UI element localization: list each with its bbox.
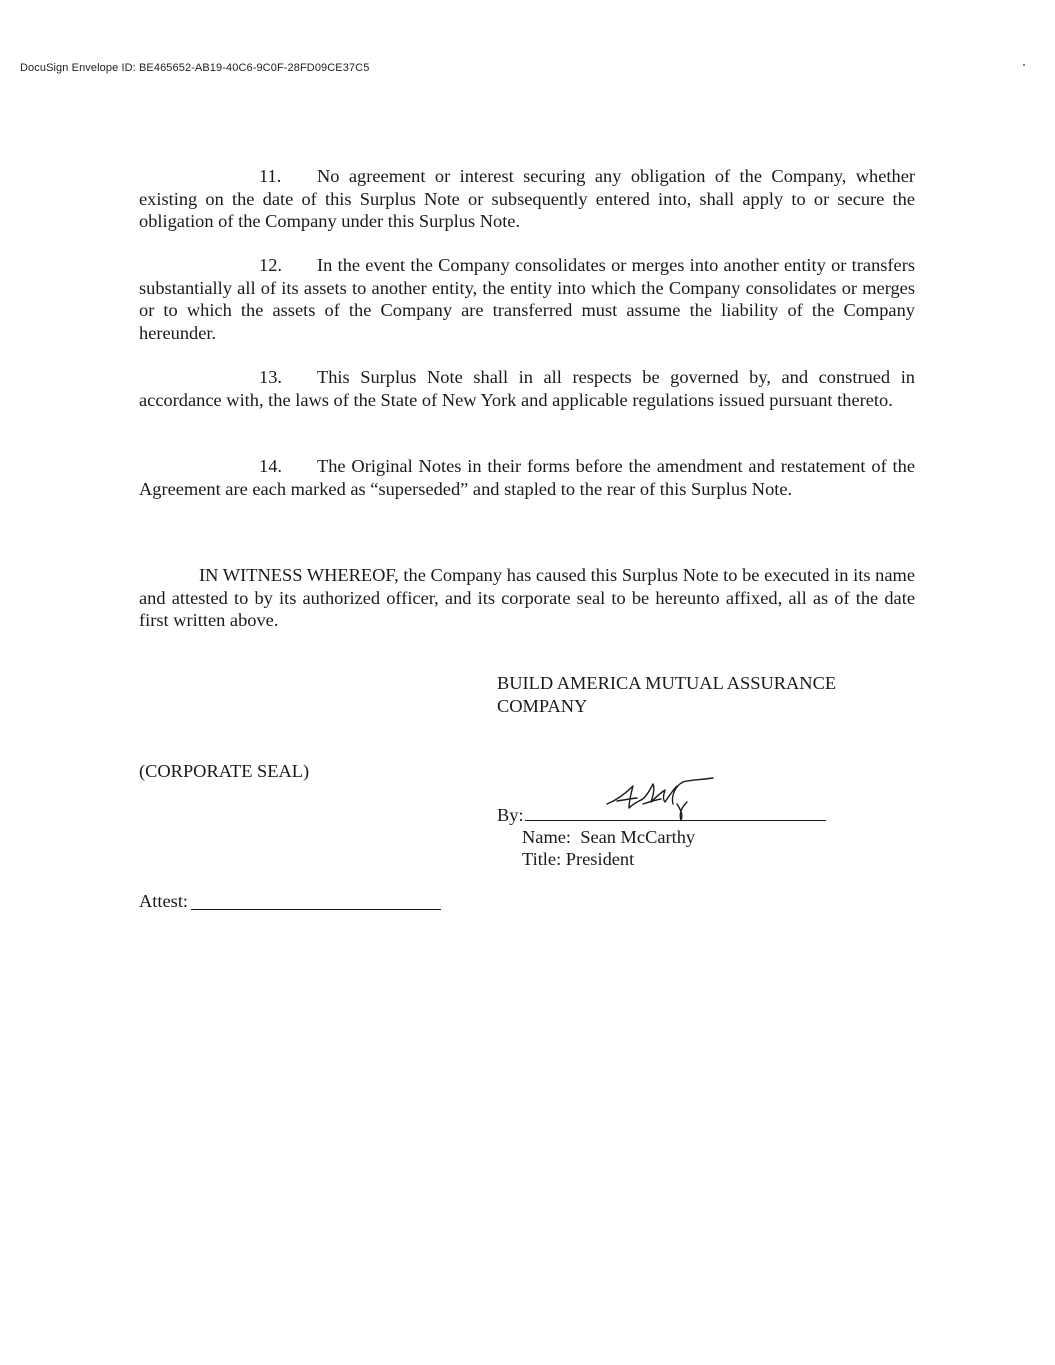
paragraph-12 (139, 254, 915, 344)
paragraph-text: No agreement or interest securing any obligation of the Company, whether existing on the date of this Surplus Note or subsequently entered into, shall apply to or secure the obligation of the Company under this Surplus Note. (139, 166, 915, 232)
company-name-line-2: COMPANY (497, 695, 588, 716)
paragraph-number: 11. (259, 166, 282, 186)
paragraph-number: 14. (259, 456, 282, 476)
company-name-line-1: BUILD AMERICA MUTUAL ASSURANCE (497, 673, 837, 693)
paragraph-number: 12. (259, 255, 282, 275)
paragraph-13 (139, 366, 915, 411)
signer-title: Title: President (522, 849, 635, 869)
attest-label: Attest: (139, 891, 189, 911)
signer-name: Name: Sean McCarthy (522, 827, 696, 847)
company-name (497, 672, 836, 717)
corner-mark (1023, 64, 1025, 66)
attest-signature-line (191, 909, 441, 910)
corporate-seal-label: (CORPORATE SEAL) (139, 761, 310, 781)
paragraph-14 (139, 455, 915, 500)
by-label: By: (497, 805, 524, 825)
docusign-envelope-id: DocuSign Envelope ID: BE465652-AB19-40C6-9C0F-28FD09CE37C5 (20, 62, 370, 74)
handwritten-signature (603, 774, 715, 822)
paragraph-text: In the event the Company consolidates or merges into another entity or transfers substantially all of its assets to another entity, the entity into which the Company consolidates or merges or to which the assets of the Company are transferred must assume the liability of the Company hereunder. (139, 255, 915, 343)
paragraph-text: The Original Notes in their forms before the amendment and restatement of the Agreement are each marked as “superseded” and stapled to the rear of this Surplus Note. (139, 456, 915, 499)
paragraph-text: This Surplus Note shall in all respects be governed by, and construed in accordance with, the laws of the State of New York and applicable regulations issued pursuant thereto. (139, 367, 915, 410)
paragraph-11 (139, 165, 915, 233)
paragraph-number: 13. (259, 367, 282, 387)
witness-clause: IN WITNESS WHEREOF, the Company has caused this Surplus Note to be executed in its name and attested to by its authorized officer, and its corporate seal to be hereunto affixed, all as of the date first written above. (139, 565, 915, 631)
